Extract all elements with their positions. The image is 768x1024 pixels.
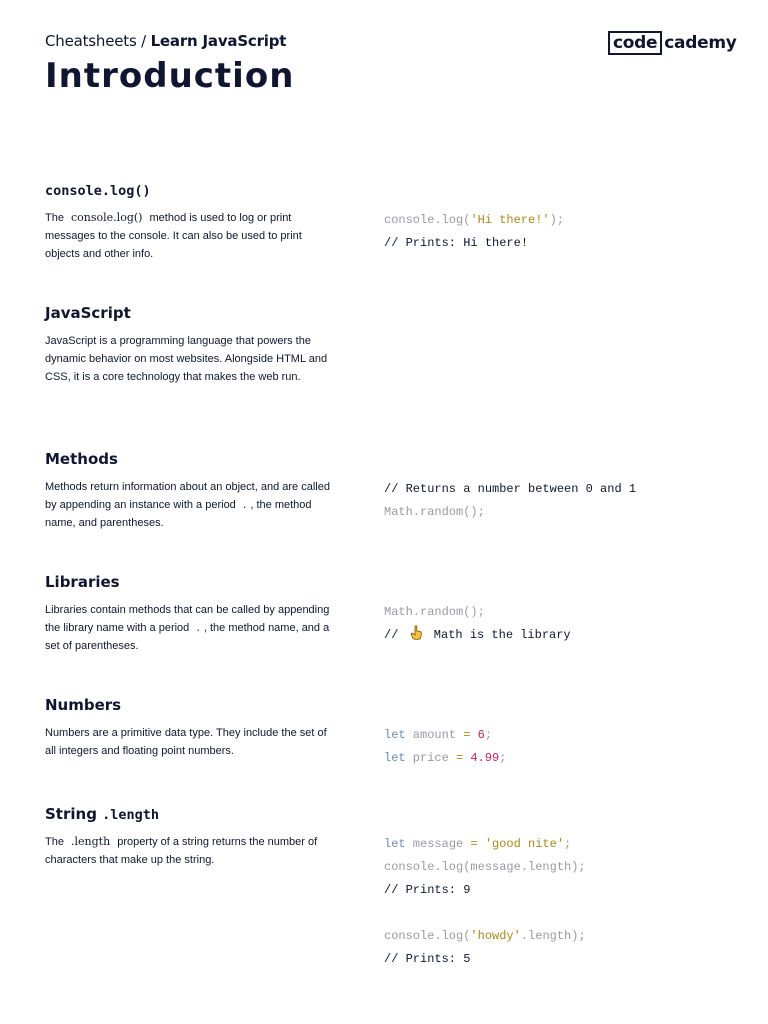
desc-text: The — [45, 836, 68, 848]
section-title-code: .length — [102, 807, 160, 823]
code-token: Math.random(); — [384, 505, 485, 519]
code-block — [384, 209, 564, 255]
code-block — [384, 601, 571, 647]
section-title: Methods — [45, 450, 118, 468]
code-block — [384, 724, 506, 770]
code-number: 4.99 — [463, 751, 500, 765]
section-description — [45, 833, 335, 869]
code-comment: // Prints: 5 — [384, 952, 471, 966]
desc-text: method is used to log or print messages to the console. It can also be used to print objects and other info. — [45, 212, 302, 260]
code-operator: = — [470, 837, 478, 851]
section-description — [45, 601, 335, 655]
code-token: amount — [405, 728, 464, 742]
code-string: 'good nite' — [477, 837, 565, 851]
desc-text: , the method name, and parentheses. — [45, 499, 312, 529]
code-token: ; — [564, 837, 572, 851]
code-keyword: let — [384, 837, 406, 851]
code-token: ; — [484, 728, 493, 742]
section-title: Libraries — [45, 573, 120, 591]
code-block — [384, 833, 586, 971]
inline-code: . — [196, 621, 200, 634]
inline-code: console.log() — [71, 211, 143, 224]
inline-code: .length — [71, 835, 111, 848]
logo-box-text: code — [608, 31, 662, 55]
desc-text: , the method name, and a set of parentheses. — [45, 622, 330, 652]
code-number: 6 — [470, 728, 485, 742]
code-token: ; — [499, 751, 507, 765]
breadcrumb-separator: / — [136, 32, 151, 50]
section-title — [45, 181, 151, 199]
code-comment: // — [384, 628, 406, 642]
section-title — [45, 805, 159, 823]
inline-code: . — [242, 498, 247, 511]
code-operator: = — [456, 751, 464, 765]
desc-text: property of a string returns the number of characters that make up the string. — [45, 836, 318, 866]
desc-text: Methods return information about an object, and are called by appending an instance with a period — [45, 481, 330, 511]
code-token: price — [405, 751, 457, 765]
breadcrumb-link-cheatsheets[interactable]: Cheatsheets — [45, 32, 137, 50]
code-token: console.log(message.length); — [384, 860, 586, 874]
breadcrumb-current[interactable]: Learn JavaScript — [150, 32, 287, 50]
code-token: console.log( — [384, 929, 471, 943]
section-description: JavaScript is a programming language that powers the dynamic behavior on most websites. Alongside HTML and CSS, it is a core technology that makes the web run. — [45, 335, 328, 383]
code-string: 'Hi there!' — [470, 213, 550, 227]
code-block — [384, 478, 636, 524]
code-comment: // Returns a number between 0 and 1 — [384, 482, 637, 496]
section-title: JavaScript — [45, 304, 131, 322]
code-token: console.log( — [384, 213, 471, 227]
code-comment: Math is the library — [426, 628, 571, 642]
code-token: ); — [549, 213, 565, 227]
code-keyword: let — [384, 751, 406, 765]
code-operator: = — [463, 728, 471, 742]
desc-text: The — [45, 212, 68, 224]
codecademy-logo[interactable] — [608, 31, 737, 55]
desc-text: Libraries contain methods that can be called by appending the library name with a period — [45, 604, 330, 634]
section-title-text: String — [45, 805, 103, 823]
section-description — [45, 209, 335, 263]
code-token: message — [405, 837, 471, 851]
section-description — [45, 478, 335, 532]
code-comment: // Prints: 9 — [384, 883, 471, 897]
pointing-hand-icon — [410, 625, 423, 640]
code-string: 'howdy' — [470, 929, 521, 943]
code-comment: // Prints: Hi there! — [384, 236, 529, 250]
code-token: .length); — [520, 929, 586, 943]
section-description: Numbers are a primitive data type. They include the set of all integers and floating point numbers. — [45, 727, 327, 757]
logo-rest-text: cademy — [664, 33, 737, 53]
code-keyword: let — [384, 728, 406, 742]
section-title-text: console.log() — [45, 183, 151, 199]
code-token: Math.random(); — [384, 605, 485, 619]
breadcrumb — [45, 32, 286, 50]
section-title: Numbers — [45, 696, 122, 714]
page-title: Introduction — [45, 56, 295, 96]
